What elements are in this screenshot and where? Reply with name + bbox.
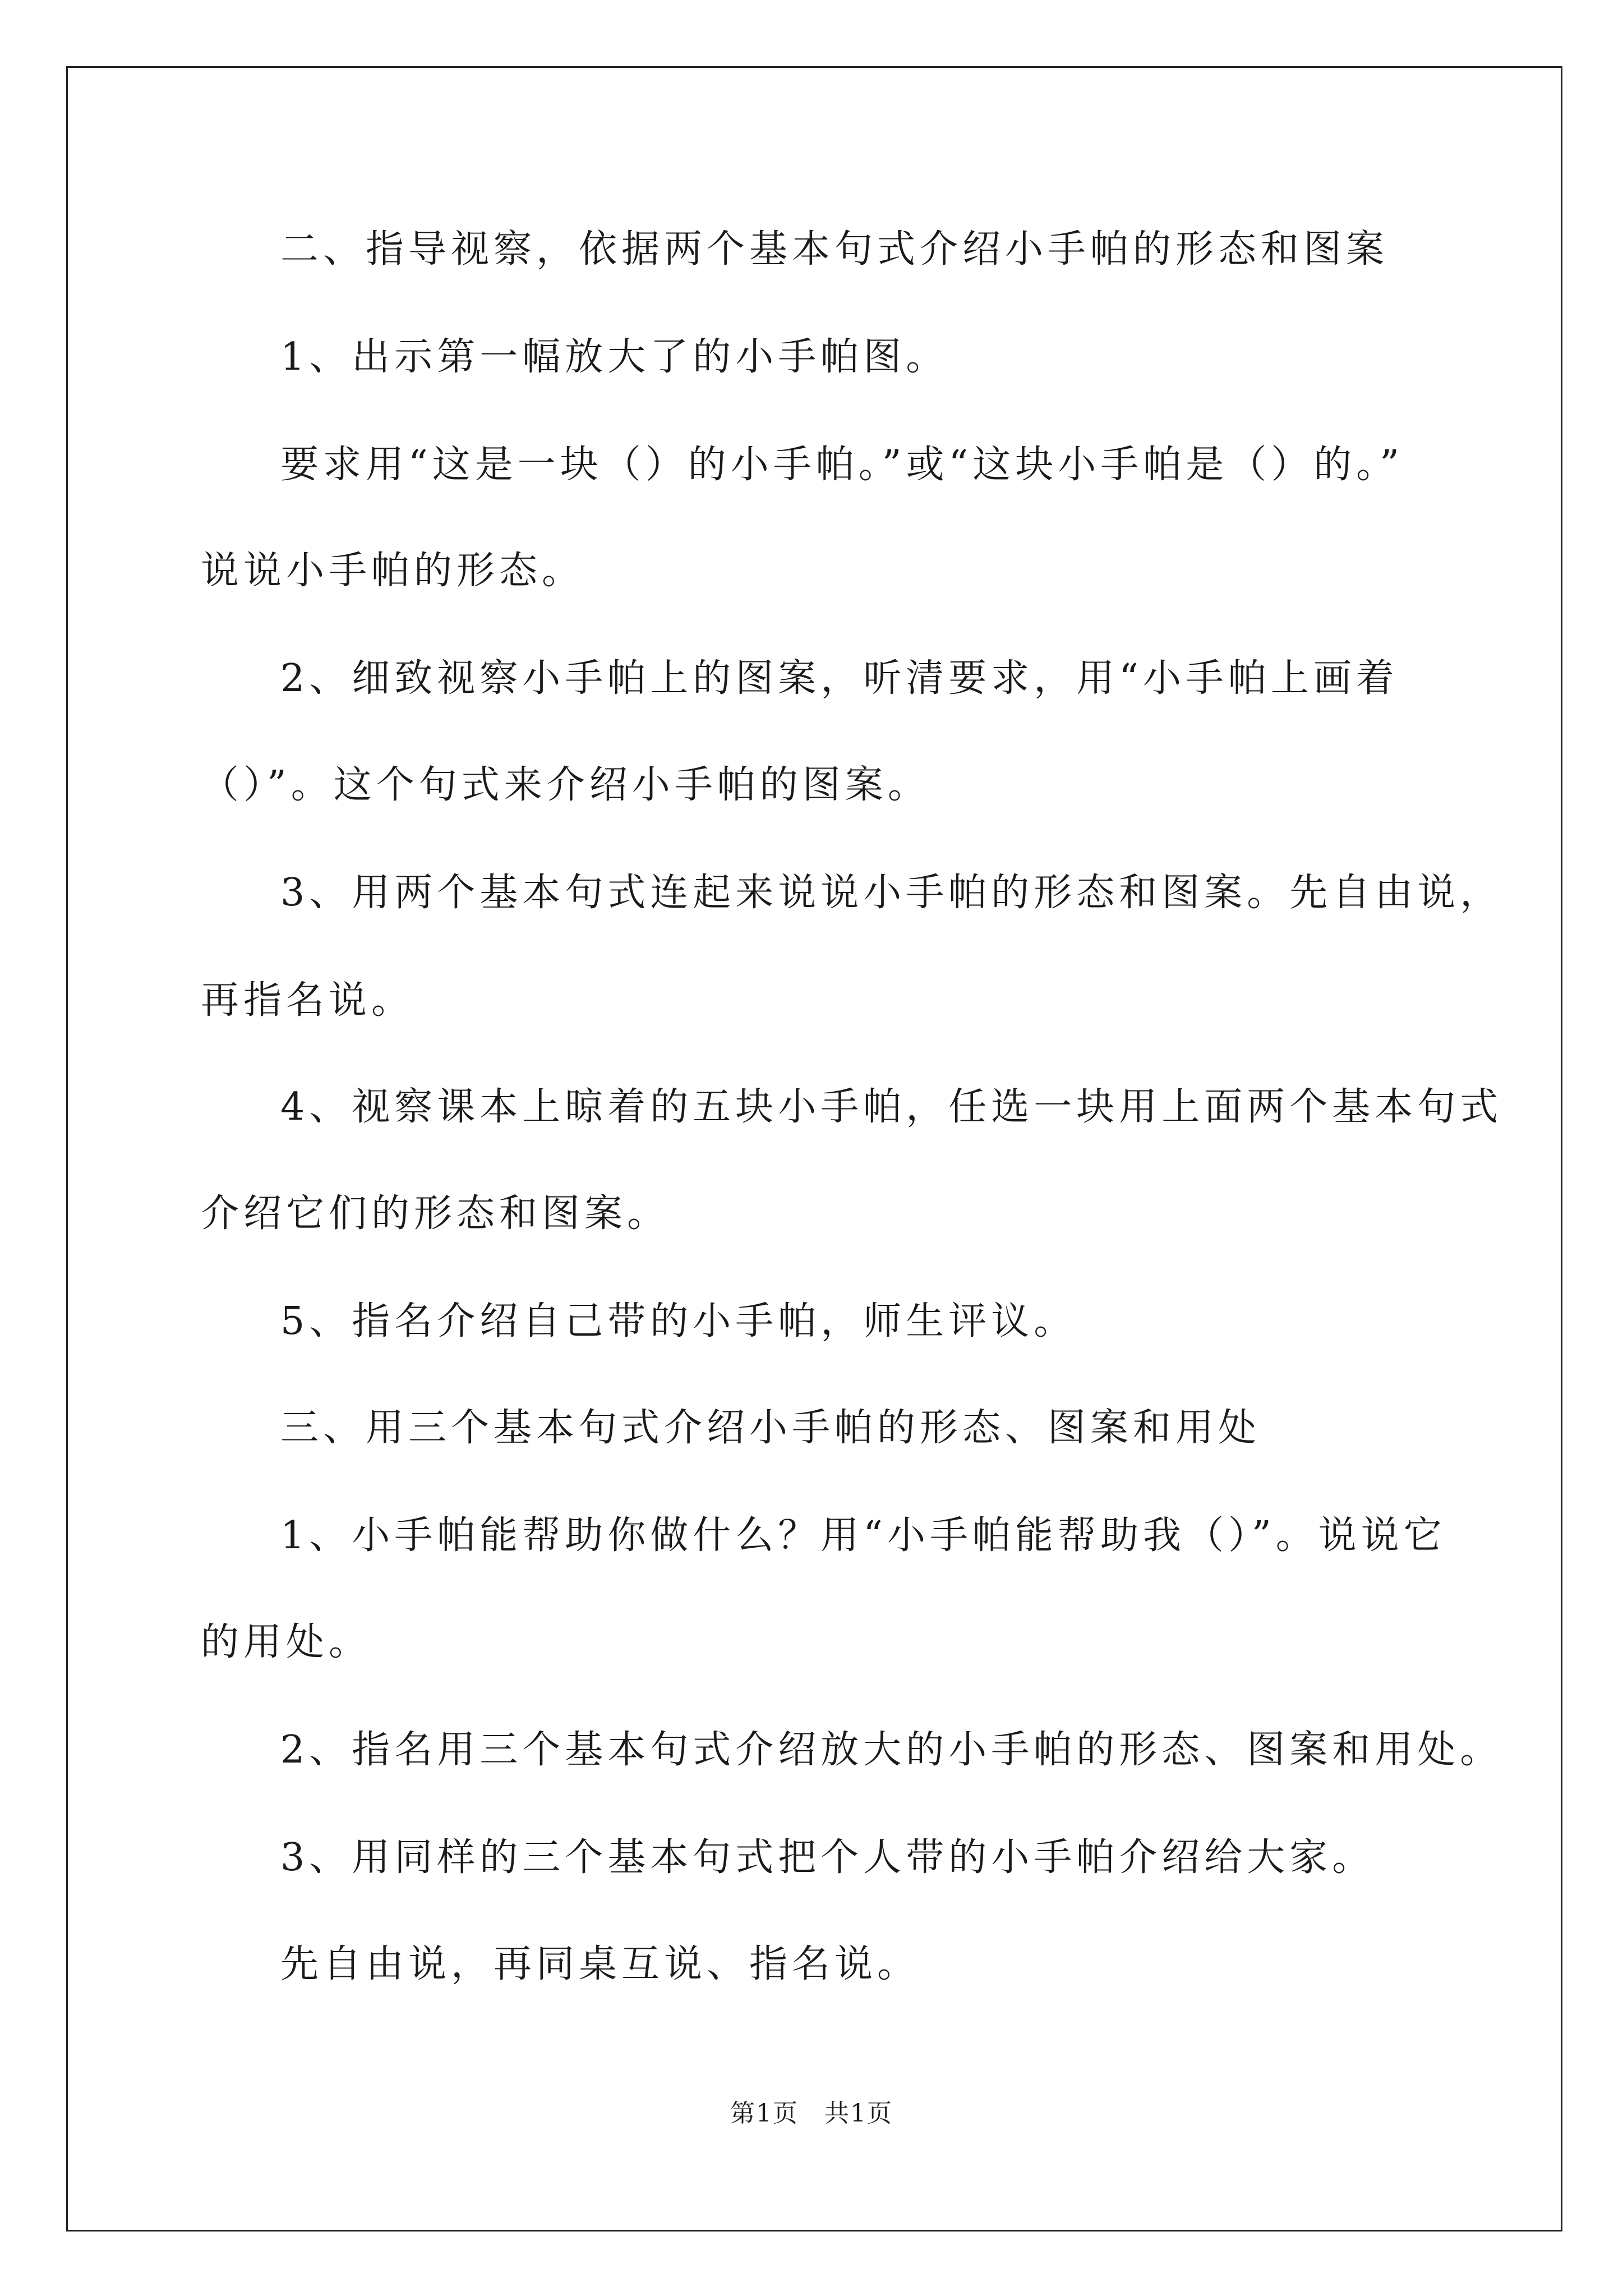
paragraph-line: 3、用同样的三个基本句式把个人带的小手帕介绍给大家。	[280, 1835, 1375, 1880]
paragraph-line: 说说小手帕的形态。	[201, 549, 585, 593]
paragraph-line: 三、用三个基本句式介绍小手帕的形态、图案和用处	[280, 1406, 1261, 1450]
paragraph-line: 2、细致视察小手帕上的图案，听清要求，用“小手帕上画着	[280, 656, 1399, 701]
paragraph-line: （）”。这个句式来介绍小手帕的图案。	[201, 763, 930, 807]
paragraph-line: 4、视察课本上晾着的五块小手帕，任选一块用上面两个基本句式	[280, 1085, 1503, 1129]
page-border	[66, 66, 1562, 2231]
paragraph-line: 的用处。	[201, 1620, 372, 1664]
paragraph-line: 先自由说，再同桌互说、指名说。	[280, 1942, 920, 1986]
paragraph-line: 2、指名用三个基本句式介绍放大的小手帕的形态、图案和用处。	[280, 1728, 1503, 1772]
paragraph-line: 介绍它们的形态和图案。	[201, 1191, 670, 1236]
paragraph-line: 3、用两个基本句式连起来说说小手帕的形态和图案。先自由说，	[280, 871, 1503, 915]
paragraph-line: 二、指导视察，依据两个基本句式介绍小手帕的形态和图案	[280, 227, 1389, 272]
paragraph-line: 再指名说。	[201, 978, 414, 1023]
paragraph-line: 要求用“这是一块（）的小手帕。”或“这块小手帕是（）的。”	[280, 443, 1404, 487]
page-footer: 第1页 共1页	[730, 2099, 893, 2128]
paragraph-line: 5、指名介绍自己带的小手帕，师生评议。	[280, 1299, 1077, 1343]
paragraph-line: 1、出示第一幅放大了的小手帕图。	[280, 335, 949, 379]
paragraph-line: 1、小手帕能帮助你做什么？用“小手帕能帮助我（）”。说说它	[280, 1513, 1446, 1558]
